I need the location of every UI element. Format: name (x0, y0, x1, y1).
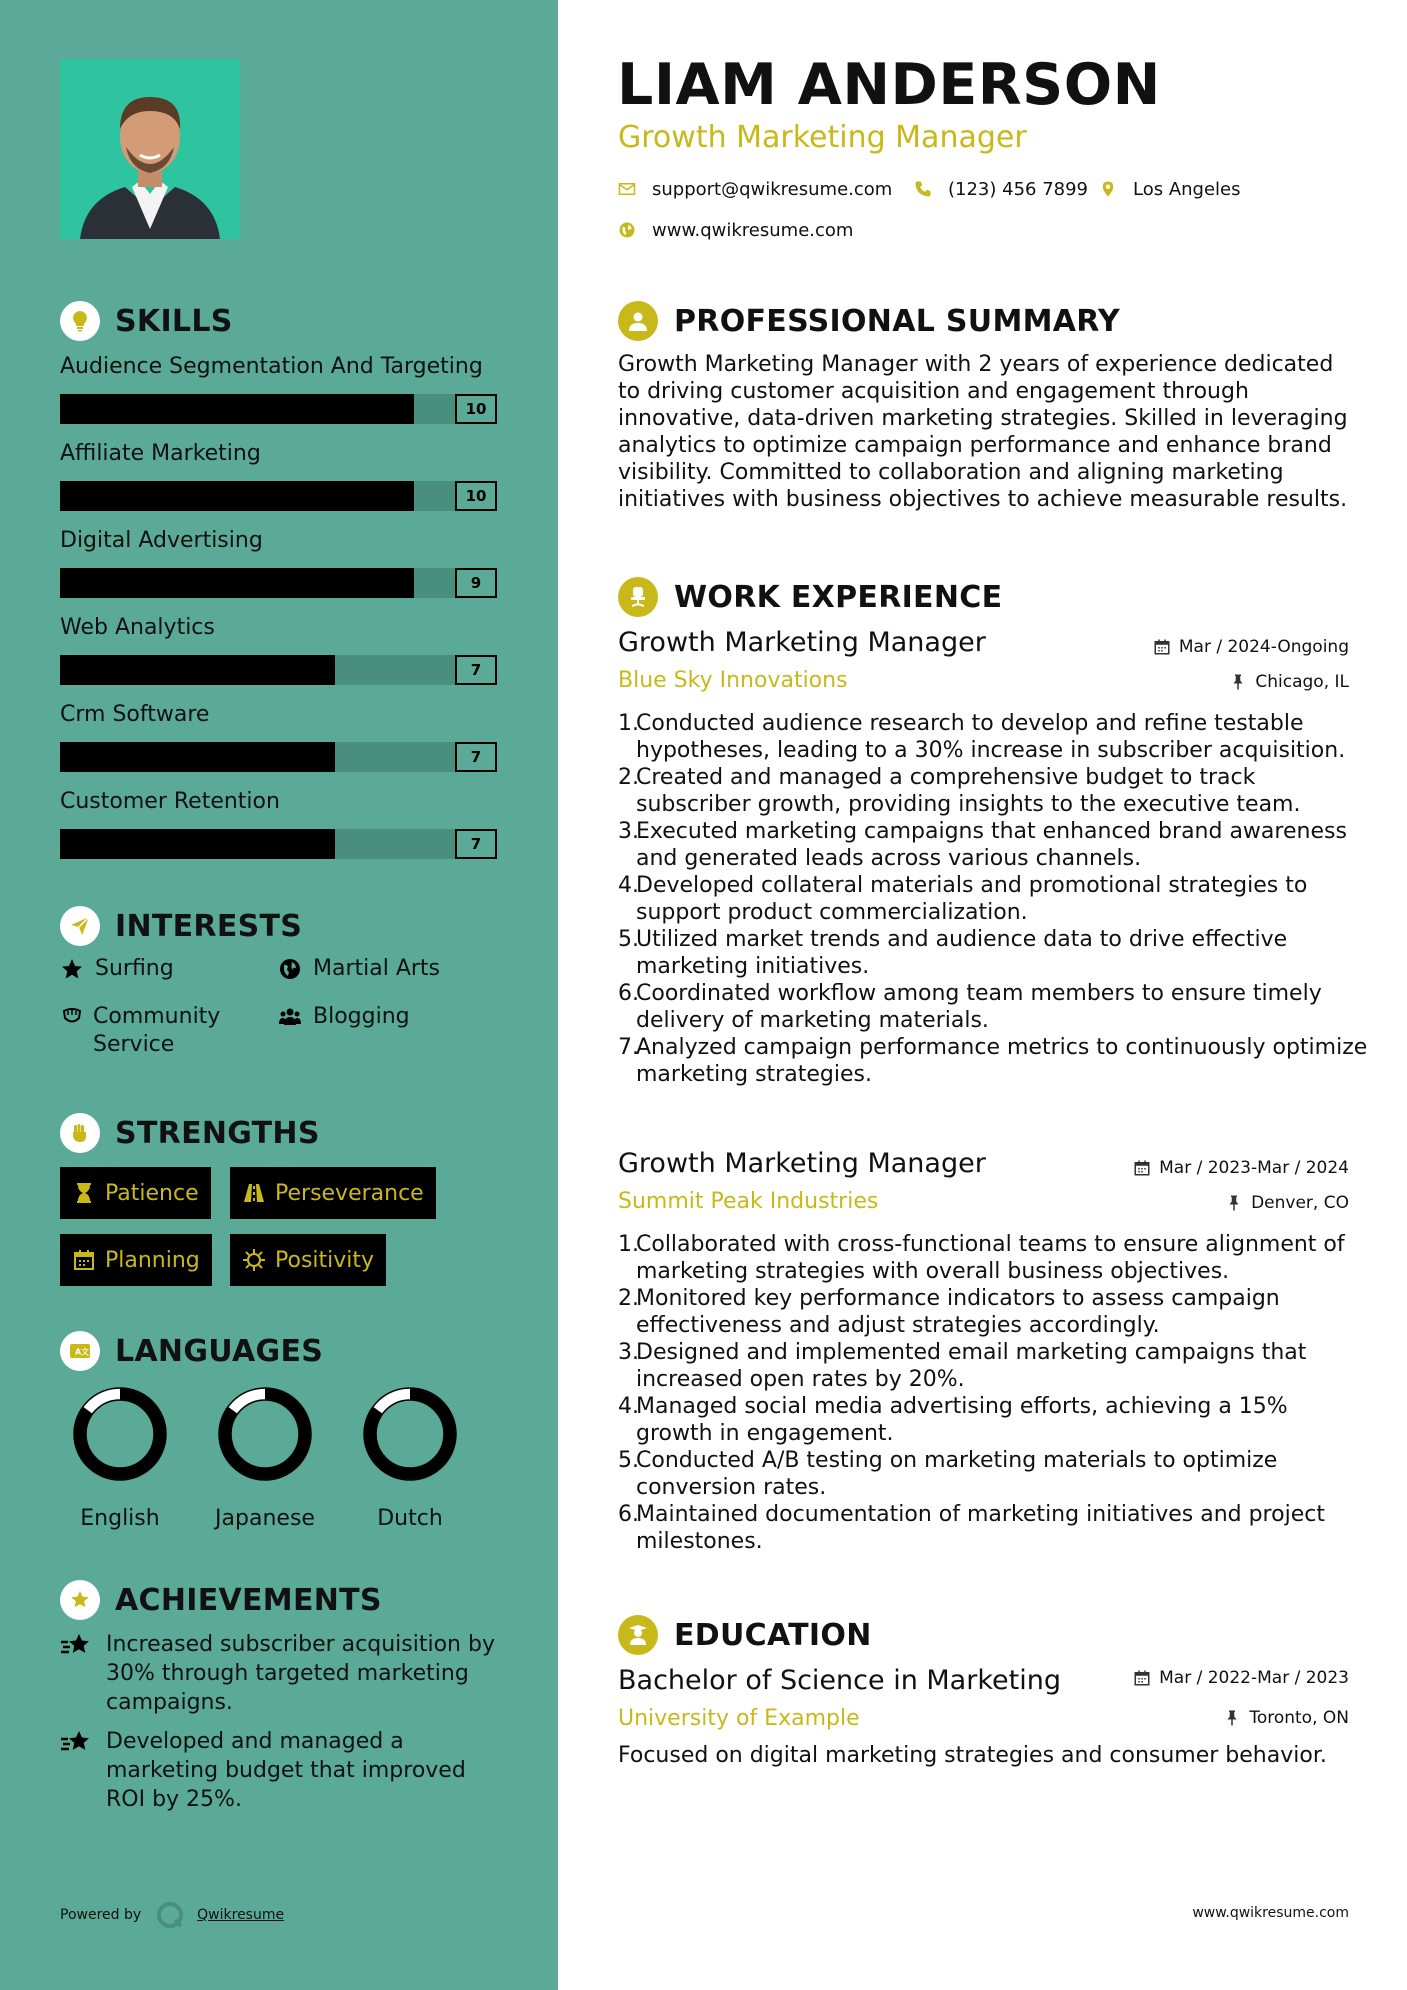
skill-bar-fill (60, 481, 414, 511)
skill-bar-fill (60, 568, 414, 598)
calendar-icon (72, 1248, 96, 1272)
qwikresume-logo-icon (155, 1900, 185, 1930)
road-icon (242, 1181, 266, 1205)
bullet-number: 3. (618, 1340, 639, 1365)
job-bullet (618, 1501, 1368, 1555)
svg-text:文: 文 (81, 1347, 89, 1357)
skill-level: 9 (455, 568, 497, 598)
education-dates (1133, 1668, 1349, 1688)
degree-title: Bachelor of Science in Marketing (618, 1665, 1061, 1696)
language-label: English (80, 1506, 160, 1531)
shooting-star-icon (60, 1727, 92, 1757)
job-title: Growth Marketing Manager (618, 627, 986, 658)
job-bullet (618, 1447, 1368, 1501)
globe-icon (278, 957, 304, 983)
powered-by (60, 1900, 284, 1930)
calendar-icon (1133, 1669, 1151, 1687)
skill-bar-fill (60, 655, 335, 685)
bullet-text: Designed and implemented email marketing campaigns that increased open rates by 20%. (636, 1340, 1307, 1392)
bullet-text: Coordinated workflow among team members to ensure timely delivery of marketing materials. (636, 981, 1322, 1033)
paper-plane-icon (60, 906, 100, 946)
achievements-title: ACHIEVEMENTS (115, 1582, 382, 1618)
achievement-text: Increased subscriber acquisition by 30% through targeted marketing campaigns. (106, 1632, 495, 1715)
envelope-icon (618, 180, 638, 200)
profile-photo (60, 59, 240, 239)
bullet-number: 1. (618, 1232, 639, 1257)
interest-item (278, 955, 440, 983)
skill-item (60, 526, 497, 598)
main-content (558, 0, 1407, 1990)
pushpin-icon (1225, 1194, 1243, 1212)
experience-title: WORK EXPERIENCE (674, 579, 1003, 615)
education-location-text: Toronto, ON (1249, 1708, 1349, 1728)
strength-badge (230, 1167, 436, 1219)
job-dates-text: Mar / 2024-Ongoing (1178, 637, 1349, 657)
skill-item (60, 352, 497, 424)
bullet-text: Created and managed a comprehensive budget to track subscriber growth, providing insights to the executive team. (636, 765, 1301, 817)
bullet-number: 5. (618, 927, 639, 952)
job-title: Growth Marketing Manager (618, 1148, 986, 1179)
bullet-text: Utilized market trends and audience data to drive effective marketing initiatives. (636, 927, 1288, 979)
skill-level: 7 (455, 655, 497, 685)
contact-phone[interactable] (914, 179, 1088, 200)
interests-title: INTERESTS (115, 908, 303, 944)
job-bullet (618, 1231, 1368, 1285)
fist-icon (60, 1113, 100, 1153)
bullet-number: 7. (618, 1035, 639, 1060)
achievement-item (60, 1727, 500, 1814)
bullet-text: Managed social media advertising efforts, achieving a 15% growth in engagement. (636, 1394, 1288, 1446)
bullet-number: 4. (618, 873, 639, 898)
strengths-heading (60, 1113, 320, 1153)
skill-bar (60, 568, 497, 598)
phone-icon (914, 180, 934, 200)
strength-badge (60, 1234, 212, 1286)
achievement-item (60, 1630, 500, 1717)
email-text: support@qwikresume.com (652, 179, 893, 200)
skills-heading (60, 301, 233, 341)
lightbulb-icon (60, 301, 100, 341)
job-bullet (618, 926, 1368, 980)
skill-label: Customer Retention (60, 789, 280, 814)
skill-label: Audience Segmentation And Targeting (60, 354, 483, 379)
pushpin-icon (1229, 673, 1247, 691)
strength-label: Patience (105, 1180, 199, 1206)
school-name: University of Example (618, 1706, 860, 1731)
bullet-number: 6. (618, 1502, 639, 1527)
job-company: Blue Sky Innovations (618, 668, 848, 693)
globe-icon (618, 221, 638, 241)
job-bullet (618, 1034, 1368, 1088)
calendar-icon (1133, 1159, 1151, 1177)
bullet-text: Maintained documentation of marketing initiatives and project milestones. (636, 1502, 1325, 1554)
skill-bar (60, 829, 497, 859)
language-ring (362, 1386, 458, 1482)
job-location (1225, 1193, 1349, 1213)
candidate-name: LIAM ANDERSON (617, 52, 1161, 118)
job-bullet (618, 980, 1368, 1034)
bullet-number: 4. (618, 1394, 639, 1419)
bullet-text: Monitored key performance indicators to assess campaign effectiveness and adjust strategies accordingly. (636, 1286, 1280, 1338)
skill-bar (60, 481, 497, 511)
interests-heading (60, 906, 302, 946)
skill-bar-fill (60, 829, 335, 859)
job-bullet (618, 764, 1368, 818)
achievement-text: Developed and managed a marketing budget that improved ROI by 25%. (106, 1729, 466, 1812)
skill-bar-fill (60, 742, 335, 772)
skill-bar (60, 394, 497, 424)
qwikresume-link[interactable]: Qwikresume (197, 1907, 285, 1923)
skill-bar (60, 742, 497, 772)
strength-label: Planning (105, 1247, 200, 1273)
interest-label: Community Service (93, 1004, 221, 1057)
footer-website[interactable]: www.qwikresume.com (1192, 1905, 1349, 1921)
pushpin-icon (1223, 1709, 1241, 1727)
job-bullet (618, 1339, 1368, 1393)
education-description: Focused on digital marketing strategies and consumer behavior. (618, 1743, 1327, 1768)
phone-text: (123) 456 7899 (948, 179, 1089, 200)
bullet-number: 6. (618, 981, 639, 1006)
job-location (1229, 672, 1349, 692)
skill-label: Affiliate Marketing (60, 441, 261, 466)
education-location (1223, 1708, 1349, 1728)
language-item (205, 1386, 325, 1531)
interest-item (60, 1003, 260, 1059)
language-label: Japanese (215, 1506, 315, 1531)
skill-label: Crm Software (60, 702, 210, 727)
skill-level: 10 (455, 394, 497, 424)
location-text: Los Angeles (1133, 179, 1241, 200)
job-location-text: Denver, CO (1251, 1193, 1349, 1213)
sidebar (0, 0, 558, 1990)
summary-heading (618, 301, 1120, 341)
translate-icon (60, 1331, 100, 1371)
interest-item (60, 955, 174, 983)
bullet-text: Conducted audience research to develop and refine testable hypotheses, leading to a 30% increase in subscriber acquisition. (636, 711, 1346, 763)
user-icon (618, 301, 658, 341)
contact-website[interactable] (618, 220, 853, 241)
job-bullet (618, 872, 1368, 926)
office-chair-icon (618, 577, 658, 617)
profile-photo-image (60, 59, 240, 239)
skill-level: 7 (455, 742, 497, 772)
bullet-number: 5. (618, 1448, 639, 1473)
job-bullet (618, 818, 1368, 872)
interest-label: Blogging (313, 1004, 410, 1029)
bullet-text: Collaborated with cross-functional teams to ensure alignment of marketing strategies with overall business objectives. (636, 1232, 1345, 1284)
candidate-title: Growth Marketing Manager (618, 120, 1027, 155)
bullet-number: 2. (618, 1286, 639, 1311)
education-heading (618, 1615, 872, 1655)
job-dates (1153, 637, 1349, 657)
bullet-text: Executed marketing campaigns that enhanced brand awareness and generated leads across various channels. (636, 819, 1347, 871)
contact-location (1099, 179, 1241, 200)
trophy-star-icon (60, 1580, 100, 1620)
education-dates-text: Mar / 2022-Mar / 2023 (1159, 1668, 1349, 1688)
skill-item (60, 613, 497, 685)
sun-icon (242, 1248, 266, 1272)
svg-text:A: A (75, 1347, 82, 1357)
strength-badge (60, 1167, 211, 1219)
skill-bar-fill (60, 394, 414, 424)
skill-level: 10 (455, 481, 497, 511)
skill-label: Digital Advertising (60, 528, 263, 553)
skill-bar (60, 655, 497, 685)
users-icon (278, 1005, 304, 1031)
job-bullet (618, 710, 1368, 764)
skill-level: 7 (455, 829, 497, 859)
interest-label: Martial Arts (313, 956, 441, 981)
bullet-number: 3. (618, 819, 639, 844)
bullet-number: 2. (618, 765, 639, 790)
skill-item (60, 700, 497, 772)
hourglass-icon (72, 1181, 96, 1205)
education-title: EDUCATION (674, 1617, 872, 1653)
skill-label: Web Analytics (60, 615, 215, 640)
job-company: Summit Peak Industries (618, 1189, 879, 1214)
powered-by-label: Powered by (60, 1907, 142, 1923)
map-pin-icon (1099, 180, 1119, 200)
star-icon (60, 957, 86, 983)
achievements-heading (60, 1580, 382, 1620)
job-dates (1133, 1158, 1349, 1178)
language-ring (72, 1386, 168, 1482)
languages-title: LANGUAGES (115, 1333, 324, 1369)
contact-email[interactable] (618, 179, 892, 200)
website-text: www.qwikresume.com (652, 220, 854, 241)
strengths-title: STRENGTHS (115, 1115, 320, 1151)
summary-title: PROFESSIONAL SUMMARY (674, 303, 1121, 339)
calendar-icon (1153, 638, 1171, 656)
language-item (350, 1386, 470, 1531)
summary-text: Growth Marketing Manager with 2 years of experience dedicated to driving customer acquisition and engagement through innovative, data-driven marketing strategies. Skilled in leveraging analytics to optimize campaign performance and enhance brand visibility. Committed to collaboration and aligning marketing initiatives with business objectives to achieve measurable results. (618, 352, 1348, 512)
strength-label: Positivity (275, 1247, 375, 1273)
job-bullet (618, 1285, 1368, 1339)
bullet-text: Analyzed campaign performance metrics to continuously optimize marketing strategies. (636, 1035, 1368, 1087)
interest-item (278, 1003, 410, 1031)
strength-label: Perseverance (275, 1180, 424, 1206)
bullet-number: 1. (618, 711, 639, 736)
shooting-star-icon (60, 1630, 92, 1660)
job-bullets (618, 710, 1368, 1088)
job-location-text: Chicago, IL (1255, 672, 1349, 692)
job-bullet (618, 1393, 1368, 1447)
strength-badge (230, 1234, 386, 1286)
job-dates-text: Mar / 2023-Mar / 2024 (1159, 1158, 1349, 1178)
experience-heading (618, 577, 1002, 617)
language-item (60, 1386, 180, 1531)
bullet-text: Developed collateral materials and promotional strategies to support product commercialization. (636, 873, 1308, 925)
language-label: Dutch (377, 1506, 443, 1531)
job-bullets (618, 1231, 1368, 1555)
languages-heading (60, 1331, 323, 1371)
skills-title: SKILLS (115, 303, 233, 339)
bullet-text: Conducted A/B testing on marketing materials to optimize conversion rates. (636, 1448, 1278, 1500)
hand-icon (60, 1005, 84, 1031)
skill-item (60, 787, 497, 859)
interest-label: Surfing (95, 956, 174, 981)
language-ring (217, 1386, 313, 1482)
skill-item (60, 439, 497, 511)
graduation-icon (618, 1615, 658, 1655)
